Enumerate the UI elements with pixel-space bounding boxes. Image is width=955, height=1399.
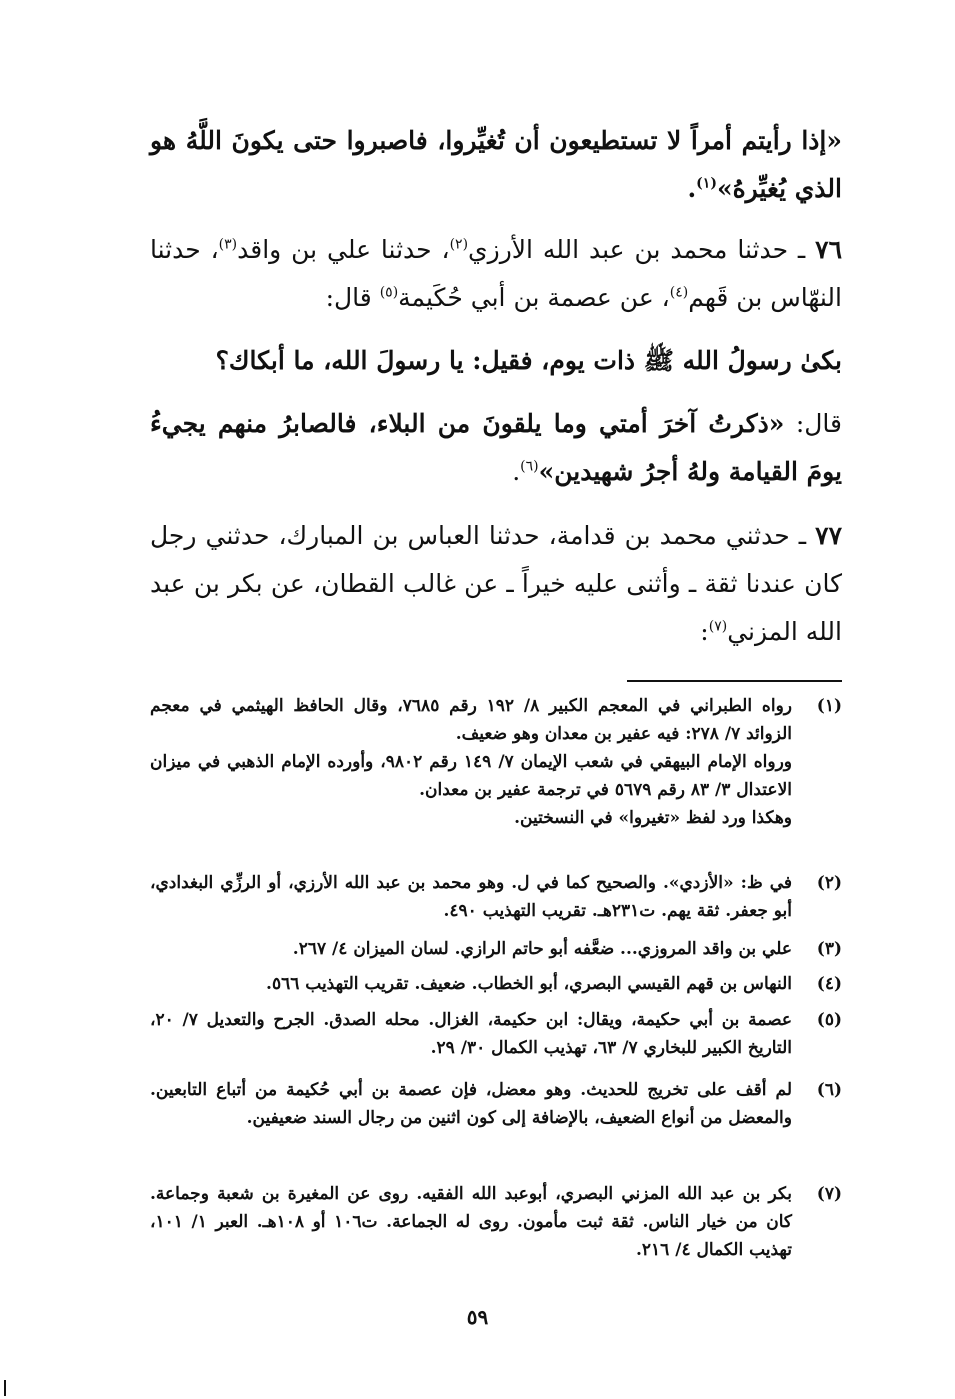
footnote-line: عصمة بن أبي حكيمة، ويقال: ابن حكيمة، الغزال. محله الصدق. الجرح والتعديل ٧/ ٢٠، التاريخ الكبير للبخاري ٧/ ٦٣، تهذيب الكمال ٣٠/ ٢٩. — [150, 1010, 792, 1058]
page-number: ٥٩ — [466, 1305, 489, 1329]
quote-text: «إذا رأيتم أمراً لا تستطيعون أن تُغيِّروا، فاصبروا حتى يكونَ اللَّهُ هو الذي يُغيِّرهُ» — [150, 126, 842, 203]
hadith-number: ٧٦ — [815, 235, 842, 264]
footnote-3 — [150, 935, 842, 963]
isnad-text: ـ حدثني محمد بن قدامة، حدثنا العباس بن المبارك، حدثني رجل كان عندنا ثقة ـ وأثنى عليه خيراً ـ عن غالب القطان، عن بكر بن عبد الله المزني — [150, 521, 842, 646]
hadith-76-saying — [150, 400, 842, 496]
footnote-line: النهاس بن قهم القيسي البصري، أبو الخطاب. ضعيف. تقريب التهذيب ٥٦٦. — [266, 974, 792, 994]
punctuation: . — [512, 457, 521, 486]
isnad-text: ، عن عصمة بن أبي حُكَيمة — [398, 283, 670, 312]
footnote-number: (٧) — [816, 1184, 842, 1204]
footnote-4 — [150, 970, 842, 998]
footnote-line: علي بن واقد المروزي... ضعَّفه أبو حاتم الرازي. لسان الميزان ٤/ ٢٦٧. — [292, 939, 792, 959]
footnote-7 — [150, 1180, 842, 1264]
hadith-76-narrative — [150, 337, 842, 385]
scan-edge-mark — [4, 1380, 6, 1396]
punctuation: : — [700, 617, 709, 646]
footnote-line: رواه الطبراني في المعجم الكبير ٨/ ١٩٢ رقم ٧٦٨٥، وقال الحافظ الهيثمي في معجم الزوائد ٧/ ٢٧٨: فيه عفير بن معدان وهو ضعيف. — [150, 696, 792, 744]
quote-text: «ذكرتُ آخرَ أمتي وما يلقونَ من البلاء، فالصابرُ منهم يجيءُ يومَ القيامة ولهُ أجرُ شهيدين» — [150, 409, 842, 486]
footnote-ref: (٥) — [379, 284, 399, 301]
footnote-line: بكر بن عبد الله المزني البصري، أبوعبد الله الفقيه. روى عن المغيرة بن شعبة وجماعة. كان من خيار الناس. ثقة ثبت مأمون. روى له الجماعة. ت١٠٦ أو ١٠٨هـ. العبر ١/ ١٠١، تهذيب الكمال ٤/ ٢١٦. — [150, 1184, 792, 1260]
footnote-number: (٤) — [816, 974, 842, 994]
footnote-1 — [150, 692, 842, 832]
footnote-ref: (٢) — [449, 236, 469, 253]
footnote-ref: (٤) — [669, 284, 689, 301]
footnote-ref: (٧) — [708, 618, 728, 635]
isnad-text: ، حدثنا النهّاس بن قَهم — [150, 235, 842, 312]
intro-text: قال: — [784, 409, 842, 438]
footnote-line: في ظ: «الأزدي». والصحيح كما في ل. وهو محمد بن عبد الله الأرزي، أو الرزِّي البغدادي، أبو جعفر. ثقة يهم. ت٢٣١هـ. تقريب التهذيب ٤٩٠. — [150, 873, 792, 921]
hadith-number: ٧٧ — [815, 521, 842, 550]
hadith-76-isnad — [150, 226, 842, 322]
footnote-5 — [150, 1006, 842, 1062]
footnote-number: (٦) — [816, 1080, 842, 1100]
isnad-text: قال: — [325, 283, 380, 312]
footnote-number: (٣) — [816, 939, 842, 959]
footnote-line: لم أقف على تخريج للحديث. وهو معضل، فإن عصمة بن أبي حُكيمة من أتباع التابعين. والمعضل من أنواع الضعيف، بالإضافة إلى كون اثنين من رجال السند ضعيفين. — [150, 1080, 792, 1128]
hadith-77-isnad — [150, 512, 842, 656]
isnad-text: ـ حدثنا محمد بن عبد الله الأرزي — [468, 235, 816, 264]
isnad-text: ، حدثنا علي بن واقد — [237, 235, 450, 264]
punctuation: . — [687, 174, 697, 203]
narrative-text: بكىٰ رسولُ الله ﷺ ذات يوم، فقيل: يا رسولَ الله، ما أبكاك؟ — [215, 346, 842, 375]
footnote-number: (٥) — [816, 1010, 842, 1030]
footnote-ref: (١) — [696, 175, 717, 192]
footnote-number: (٢) — [816, 873, 842, 893]
footnote-ref: (٣) — [218, 236, 238, 253]
hadith-text-1 — [150, 117, 842, 213]
footnote-6 — [150, 1076, 842, 1132]
footnote-number: (١) — [816, 696, 842, 716]
footnote-line: وهكذا ورد لفظ «تغيروا» في النسختين. — [514, 808, 792, 828]
footnote-divider — [627, 680, 842, 682]
footnote-line: ورواه الإمام البيهقي في شعب الإيمان ٧/ ١٤٩ رقم ٩٨٠٢، وأورده الإمام الذهبي في ميزان الاعتدال ٣/ ٨٣ رقم ٥٦٧٩ في ترجمة عفير بن معدان. — [150, 752, 792, 800]
footnote-2 — [150, 869, 842, 925]
footnote-ref: (٦) — [520, 458, 539, 475]
